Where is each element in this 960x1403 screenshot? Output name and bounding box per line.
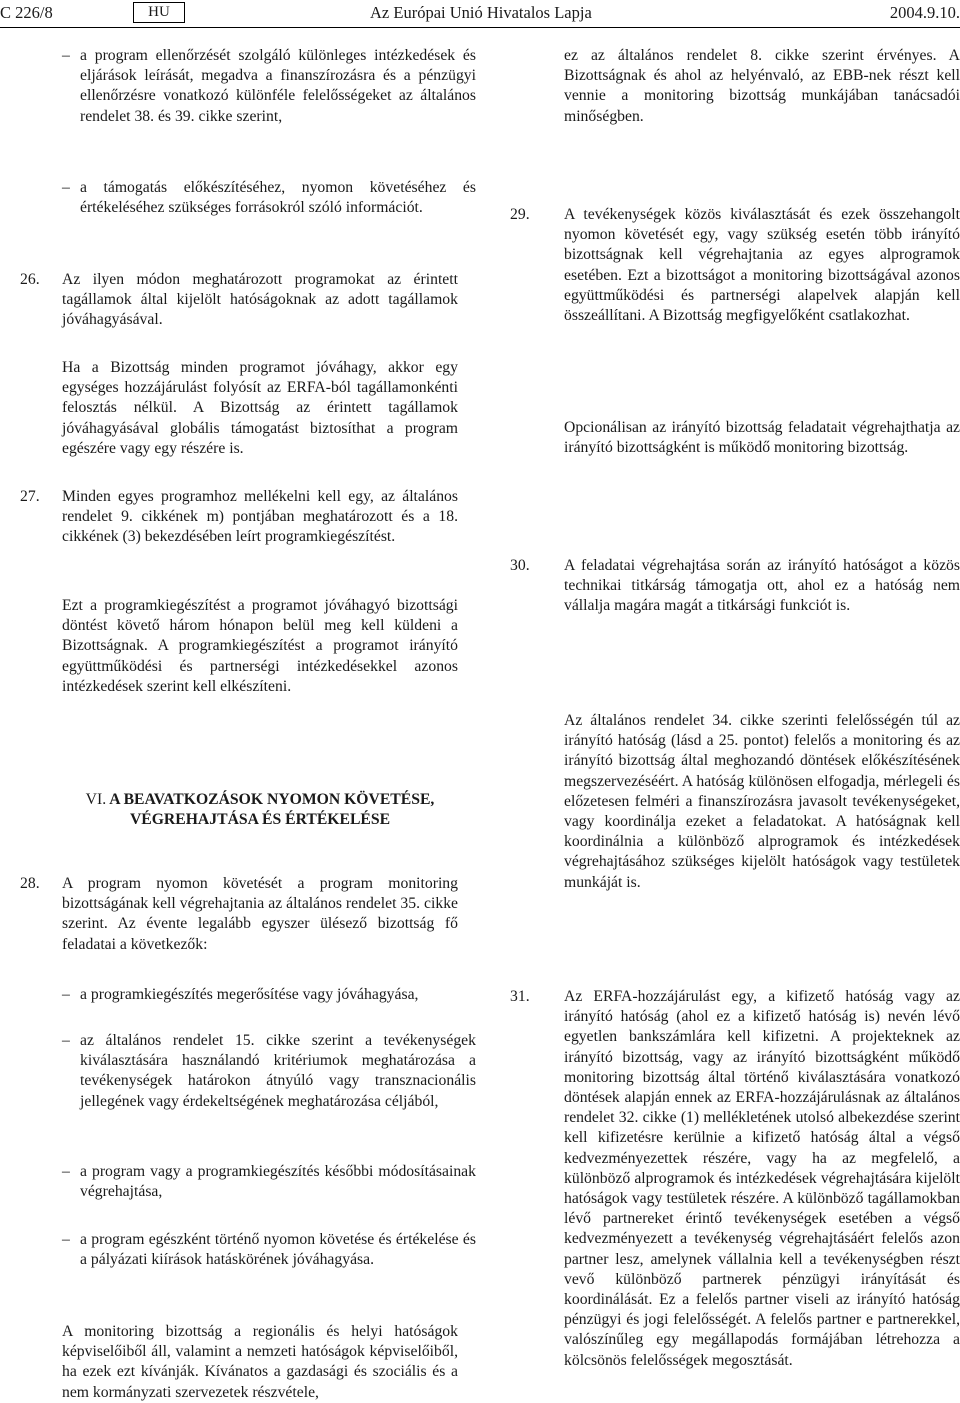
paragraph-number: 30.: [510, 557, 530, 574]
paragraph-number: 28.: [20, 875, 40, 892]
journal-title: Az Európai Unió Hivatalos Lapja: [370, 3, 592, 22]
paragraph-28: A program nyomon követését a program monitoring bizottságának kell végrehajtania az általános rendelet 35. cikke szerint. Az évente legalább egyszer ülésező bizottság fő feladatai a következők:: [62, 875, 458, 953]
page-reference: C 226/8: [0, 3, 53, 22]
bullet-item: – a program vagy a programkiegészítés későbbi módosításainak végrehajtása,: [62, 1162, 476, 1202]
section-number: VI.: [85, 791, 107, 808]
header-rule: [0, 27, 960, 28]
section-heading: [62, 790, 458, 830]
language-box: HU: [133, 2, 185, 23]
bullet-item: – a program egészként történő nyomon követése és értékelése és a pályázati kiírások hatáskörének jóváhagyása.: [62, 1230, 476, 1270]
section-title-line-2: VÉGREHAJTÁSA ÉS ÉRTÉKELÉSE: [129, 811, 391, 829]
paragraph-number: 27.: [20, 488, 40, 505]
page-header: [0, 0, 960, 28]
paragraph-29-continued: Opcionálisan az irányító bizottság feladatait végrehajthatja az irányító bizottságként is működő monitoring bizottság.: [564, 419, 960, 457]
publication-date: 2004.9.10.: [889, 3, 960, 22]
paragraph-30-continued: Az általános rendelet 34. cikke szerinti felelősségén túl az irányító hatóság (lásd a 25. pontot) felelős a monitoring és az irányító bizottság által meghozandó döntések előkészítésének megszervezéséért. A hatóság különösen elfogadja, mérlegeli és előzetesen felméri a finanszírozásra javasolt tevékenységeket, vagy koordinálja ezeket a feladatokat. A hatóságnak kell koordinálnia a különböző alprogramok és intézkedések végrehajtásához szükséges kijelölt hatóságok vagy testületek munkáját is.: [564, 712, 960, 891]
paragraph-number: 26.: [20, 271, 40, 288]
section-title-line-1: A BEAVATKOZÁSOK NYOMON KÖVETÉSE,: [109, 791, 435, 808]
bullet-item: – a program ellenőrzését szolgáló különleges intézkedések és eljárások leírását, megadva a finanszírozásra és a pénzügyi ellenőrzésre vonatkozó különféle felelősségeket az általános rendelet 38. és 39. cikke szerint,: [62, 46, 476, 127]
paragraph-27-continued: Ezt a programkiegészítést a programot jóváhagyó bizottsági döntést követő három hónapon belül meg kell küldeni a Bizottságnak. A programkiegészítést a programot irányító együttműködési és partnerségi intézkedésekkel azonos intézkedések szerint kell elkészíteni.: [62, 597, 458, 695]
paragraph-number: 31.: [510, 988, 530, 1005]
paragraph-28-continued: A monitoring bizottság a regionális és helyi hatóságok képviselőiből áll, valamint a nemzeti hatóságok képviselőiből, ha ezek ezt kívánják. Kívánatos a gazdasági és szociális és a nem kormányzati szervezetek részvétele,: [62, 1323, 458, 1401]
paragraph-26-continued: Ha a Bizottság minden programot jóváhagy, akkor egy egységes hozzájárulást folyósít az ERFA-ból tagállamonkénti felosztás nélkül. A Bizottság az érintett tagállamok jóváhagyásával globális támogatást biztosíthat a program egészére vagy egy részére is.: [62, 359, 458, 457]
bullet-item: – az általános rendelet 15. cikke szerint a tevékenységek kiválasztására használandó kritériumok meghatározása a tevékenységek határokon átnyúló vagy transznacionális jellegének vagy érdekeltségének meghatározása céljából,: [62, 1031, 476, 1112]
paragraph-31: Az ERFA-hozzájárulást egy, a kifizető hatóság vagy az irányító hatóság (ahol ez a kifizető hatóság is) nevén lévő egyetlen bankszámlára kell kifizetni. A projekteknek az irányító bizottság, vagy az irányító bizottságként működő monitoring bizottság által történő kiválasztására vonatkozó döntések alapján ennek az ERFA-hozzájárulásnak az általános rendelet 32. cikke (1) mellékletének utolsó albekezdése szerint kell kifizetésre kerülnie a kifizető hatóság által a végső kedvezményezettek részére, vagy ha az megfelelő, a különböző alprogramok és intézkedések végrehajtására kijelölt hatóságok vagy testületek részére. A különböző tagállamokban lévő partnereket érintő tevékenységek esetében a végső kedvezményezett a tevékenység végrehajtásáért felelős azon partner lesz, amelynek vállalnia kell a tevékenységben részt vevő különböző partnerek pénzügyi irányítását és koordinálását. Ez a felelős partner viseli az irányító hatóság pénzügyi és jogi felelősségét. A felelős partner e partnerekkel, valószínűleg egy megállapodás formájában létrehozza a kölcsönös felelősségek megosztását.: [564, 988, 960, 1369]
paragraph-27: Minden egyes programhoz mellékelni kell egy, az általános rendelet 9. cikkének m) pontjában meghatározott és a 18. cikkének (3) bekezdésében leírt programkiegészítést.: [62, 488, 458, 546]
paragraph-29: A tevékenységek közös kiválasztását és ezek összehangolt nyomon követését egy, vagy szükség esetén több irányító bizottságnak kell végrehajtania az egyes alprogramok esetében. Ezt a bizottságot a monitoring bizottságával azonos együttműködési és partnerségi alapelvek alapján kell összeállítani. A Bizottság megfigyelőként csatlakozhat.: [564, 206, 960, 325]
paragraph-number: 29.: [510, 206, 530, 223]
paragraph-28-end: ez az általános rendelet 8. cikke szerint érvényes. A Bizottságnak és ahol az helyénvaló, az EBB-nek részt kell vennie a monitoring bizottság munkájában tanácsadói minőségben.: [564, 47, 960, 125]
bullet-item: – a programkiegészítés megerősítése vagy jóváhagyása,: [62, 985, 476, 1005]
paragraph-26: Az ilyen módon meghatározott programokat az érintett tagállamok által kijelölt hatóságoknak az adott tagállamok jóváhagyásával.: [62, 271, 458, 329]
bullet-item: – a támogatás előkészítéséhez, nyomon követéséhez és értékeléséhez szükséges forrásokról szóló információt.: [62, 178, 476, 218]
paragraph-30: A feladatai végrehajtása során az irányító hatóságot a közös technikai titkárság támogatja ott, ahol ez a hatóság nem vállalja magára magát a titkársági funkciót is.: [564, 557, 960, 615]
